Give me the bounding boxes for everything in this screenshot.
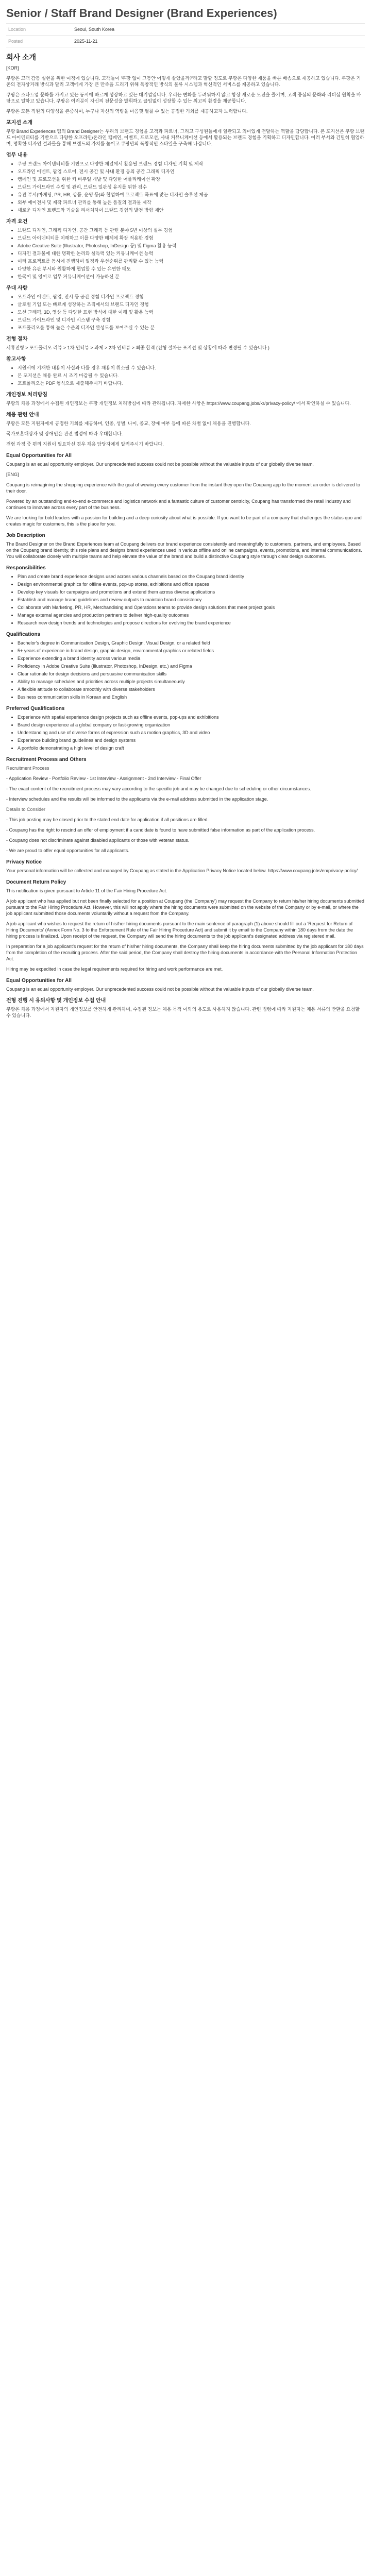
paragraph: 쿠팡은 고객 감동 실현을 위한 여정에 있습니다. 고객들이 '쿠팡 없이 그동안 어떻게 살았을까?'라고 말할 정도로 쿠팡은 다양한 제품을 빠른 배송으로 제공하고 있습니다. 쿠팡은 기존의 전자상거래 방식과 달리 고객에게 가장 큰 만족을 드리기 위해 독창적인 방식의 물류 시스템과 혁신적인 서비스를 제공하고 있습니다. — [6, 76, 361, 87]
subheading: 채용 관련 안내 — [6, 412, 39, 418]
bullet-list — [6, 714, 365, 751]
list-item: • 오프라인 이벤트, 팝업 스토어, 전시 공간 및 사내 환경 등의 공간 그래픽 디자인 — [18, 168, 365, 175]
job-meta-table — [6, 23, 365, 47]
subheading: Equal Opportunities for All — [6, 453, 72, 459]
paragraph: - We are proud to offer equal opportunities for all applicants. — [6, 848, 129, 853]
list-item: • 캠페인 및 프로모션을 위한 키 비주얼 개발 및 다양한 어플리케이션 확장 — [18, 176, 365, 182]
bullet-list — [6, 161, 365, 213]
subheading: 참고사항 — [6, 357, 26, 362]
bullet-list — [6, 227, 365, 280]
paragraph: 쿠팡은 모든 지원자에게 공정한 기회를 제공하며, 인종, 성별, 나이, 종교, 장애 여부 등에 따른 차별 없이 채용을 진행합니다. — [6, 421, 251, 426]
paragraph: 쿠팡은 모든 직원의 다양성을 존중하며, 누구나 자신의 역량을 마음껏 펼칠 수 있는 공정한 기회를 제공하고자 노력합니다. — [6, 109, 248, 114]
paragraph: Hiring may be expedited in case the legal requirements required for hiring and work performance are met. — [6, 967, 223, 972]
subheading: Privacy Notice — [6, 859, 42, 865]
paragraph: Powered by an outstanding end-to-end e-commerce and logistics network and a fantastic culture of customer centricity, Coupang has transformed the retail industry and continues to innovate across every part of the business. — [6, 499, 351, 510]
meta-row — [6, 36, 365, 47]
list-item: • Bachelor's degree in Communication Design, Graphic Design, Visual Design, or a related field — [18, 640, 365, 646]
list-item: • Ability to manage schedules and priorities across multiple projects simultaneously — [18, 679, 365, 685]
list-item: • 한국어 및 영어로 업무 커뮤니케이션이 가능하신 분 — [18, 274, 365, 280]
list-item: • Understanding and use of diverse forms of expression such as motion graphics, 3D and video — [18, 730, 365, 736]
bullet-list — [6, 365, 365, 386]
list-item: • A portfolio demonstrating a high level of design craft — [18, 745, 365, 751]
paragraph: This notification is given pursuant to Article 11 of the Fair Hiring Procedure Act. — [6, 888, 167, 893]
paragraph: - Coupang does not discriminate against disabled applicants or those with veteran status. — [6, 838, 190, 843]
meta-label: Location — [6, 24, 72, 36]
job-description-body — [6, 65, 365, 1019]
subheading: 포지션 소개 — [6, 120, 33, 126]
list-item: • 여러 프로젝트를 동시에 진행하며 일정과 우선순위를 관리할 수 있는 능력 — [18, 258, 365, 264]
list-item: • 브랜드 아이덴티티를 이해하고 이를 다양한 매체에 확장 적용한 경험 — [18, 235, 365, 241]
subheading: Job Description — [6, 533, 45, 538]
paragraph: Coupang is reimagining the shopping experience with the goal of wowing every customer from the instant they open the Coupang app to the moment an order is delivered to their door. — [6, 482, 360, 494]
list-item: • 브랜드 디자인, 그래픽 디자인, 공간 그래픽 등 관련 분야 5년 이상의 실무 경험 — [18, 227, 365, 233]
list-item: • 포트폴리오는 PDF 형식으로 제출해주시기 바랍니다. — [18, 380, 365, 386]
list-item: • Adobe Creative Suite (Illustrator, Photoshop, InDesign 등) 및 Figma 활용 능력 — [18, 243, 365, 249]
meta-row — [6, 24, 365, 36]
subheading: Recruitment Process and Others — [6, 757, 87, 762]
section-heading: 회사 소개 — [6, 53, 36, 61]
subheading: 전형 진행 시 유의사항 및 개인정보 수집 안내 — [6, 998, 106, 1004]
bullet-list — [6, 294, 365, 331]
list-item: • 유관 부서(마케팅, PR, HR, 상품, 운영 등)와 협업하여 프로젝트 목표에 맞는 디자인 솔루션 제공 — [18, 192, 365, 198]
list-item: • Experience building brand guidelines and design systems — [18, 737, 365, 743]
list-item: • 디자인 결과물에 대한 명확한 논리와 설득력 있는 커뮤니케이션 능력 — [18, 250, 365, 257]
job-posting-page — [0, 6, 371, 1033]
paragraph: Your personal information will be collected and managed by Coupang as stated in the Application Privacy Notice located below. https://www.coupang.jobs/en/privacy-policy/ — [6, 868, 358, 873]
paragraph: 국가보훈대상자 및 장애인은 관련 법령에 따라 우대합니다. — [6, 431, 123, 436]
paragraph: 쿠팡은 스타트업 문화를 가지고 있는 동시에 빠르게 성장하고 있는 대기업입니다. 우리는 변화를 두려워하지 않고 항상 새로운 도전을 즐기며, 고객 중심의 문화와 리더십 원칙을 바탕으로 일하고 있습니다. 쿠팡은 여러분이 자신의 전문성을 발휘하고 끊임없이 성장할 수 있는 최고의 환경을 제공합니다. — [6, 92, 361, 104]
list-item: • Brand design experience at a global company or fast-growing organization — [18, 722, 365, 728]
list-item: • 오프라인 이벤트, 팝업, 전시 등 공간 경험 디자인 프로젝트 경험 — [18, 294, 365, 300]
language-tag: [ENG] — [6, 472, 19, 477]
list-item: • Plan and create brand experience designs used across various channels based on the Coupang brand identity — [18, 573, 365, 580]
subheading-minor: Details to Consider — [6, 807, 46, 812]
paragraph: - Coupang has the right to rescind an offer of employment if a candidate is found to have submitted false information as part of the application process. — [6, 827, 315, 833]
list-item: • Experience extending a brand identity across various media — [18, 655, 365, 662]
subheading: Preferred Qualifications — [6, 706, 65, 711]
paragraph: 쿠팡 Brand Experiences 팀의 Brand Designer는 우리의 브랜드 경험을 고객과 파트너, 그리고 구성원들에게 일관되고 의미있게 전달하는 역할을 담당합니다. 본 포지션은 쿠팡 브랜드 아이덴티티를 기반으로 다양한 오프라인/온라인 캠페인, 이벤트, 프로모션, 사내 커뮤니케이션 등에서 활용되는 브랜드 경험을 기획하고 디자인합니다. 여러 부서와 긴밀히 협업하며, 명확한 디자인 결과물을 통해 브랜드의 가치를 높이고 쿠팡만의 독창적인 스타일을 구축해 나갑니다. — [6, 129, 365, 146]
subheading: 개인정보 처리방침 — [6, 392, 48, 398]
paragraph: - Interview schedules and the results will be informed to the applicants via the e-mail address submitted in the application stage. — [6, 796, 268, 802]
list-item: • Design environmental graphics for offline events, pop-up stores, exhibitions and office spaces — [18, 581, 365, 587]
list-item: • 브랜드 가이드라인 및 디자인 시스템 구축 경험 — [18, 317, 365, 323]
list-item: • 글로벌 기업 또는 빠르게 성장하는 조직에서의 브랜드 디자인 경험 — [18, 301, 365, 308]
paragraph: - This job posting may be closed prior to the stated end date for application if all positions are filled. — [6, 817, 209, 822]
subheading: 자격 요건 — [6, 219, 28, 225]
subheading-minor: Recruitment Process — [6, 766, 49, 771]
list-item: • Research new design trends and technologies and propose directions for evolving the brand experience — [18, 620, 365, 626]
list-item: • 새로운 디자인 트렌드와 기술을 리서치하여 브랜드 경험의 발전 방향 제안 — [18, 207, 365, 213]
job-title: Senior / Staff Brand Designer (Brand Experiences) — [6, 7, 277, 20]
bullet-list — [6, 573, 365, 626]
list-item: • 본 포지션은 채용 완료 시 조기 마감될 수 있습니다. — [18, 372, 365, 379]
list-item: • A flexible attitude to collaborate smoothly with diverse stakeholders — [18, 686, 365, 692]
subheading: Document Return Policy — [6, 879, 66, 885]
list-item: • 브랜드 가이드라인 수립 및 관리, 브랜드 일관성 유지를 위한 검수 — [18, 184, 365, 190]
language-tag: [KOR] — [6, 65, 19, 71]
meta-label: Posted — [6, 36, 72, 47]
subheading: Responsibilities — [6, 565, 46, 571]
list-item: • 다양한 유관 부서와 원활하게 협업할 수 있는 유연한 태도 — [18, 266, 365, 272]
list-item: • 지원서에 기재한 내용이 사실과 다를 경우 채용이 취소될 수 있습니다. — [18, 365, 365, 371]
list-item: • Experience with spatial experience design projects such as offline events, pop-ups and exhibitions — [18, 714, 365, 720]
meta-value: 2025-11-21 — [72, 36, 365, 47]
list-item: • Proficiency in Adobe Creative Suite (Illustrator, Photoshop, InDesign, etc.) and Figma — [18, 663, 365, 669]
paragraph: A job applicant who has applied but not been finally selected for a position at Coupang (the 'Company') may request the Company to return his/her hiring documents submitted pursuant to the Fair Hiring Procedure Act. However, this will not apply where the hiring documents were submitted on the website of the Company or by e-mail, or where the job applicant submitted those documents voluntarily without a request from the Company. — [6, 899, 364, 916]
list-item: • Establish and manage brand guidelines and review outputs to maintain brand consistency — [18, 597, 365, 603]
paragraph: In preparation for a job applicant's request for the return of his/her hiring documents, the Company shall keep the hiring documents submitted by the job applicant for 180 days from the completion of the recruiting process. After the said period, the Company shall destroy the hiring documents in accordance with the Personal Information Protection Act. — [6, 944, 364, 961]
paragraph: 서류전형 > 포트폴리오 리뷰 > 1차 인터뷰 > 과제 > 2차 인터뷰 > 최종 합격 (전형 절차는 포지션 및 상황에 따라 변경될 수 있습니다.) — [6, 345, 269, 350]
paragraph: We are looking for bold leaders with a passion for building and a deep curiosity about what is possible. If you want to be part of a company that challenges the status quo and creates magic for customers, this is the place for you. — [6, 515, 362, 527]
subheading: 업무 내용 — [6, 152, 28, 158]
list-item: • 포트폴리오를 통해 높은 수준의 디자인 완성도를 보여주실 수 있는 분 — [18, 325, 365, 331]
list-item: • Business communication skills in Korean and English — [18, 694, 365, 700]
paragraph: 전형 과정 중 편의 지원이 필요하신 경우 채용 담당자에게 알려주시기 바랍니다. — [6, 442, 164, 447]
paragraph: Coupang is an equal opportunity employer. Our unprecedented success could not be possible without the valuable inputs of our globally diverse team. — [6, 987, 314, 992]
paragraph: The Brand Designer on the Brand Experiences team at Coupang delivers our brand experience consistently and meaningfully to customers, partners, and employees. Based on the Coupang brand identity, this role plans and designs brand experiences used in various offline and online campaigns, events, promotions, and internal communications. You will collaborate closely with multiple teams and help elevate the value of the brand and build a distinctive Coupang style through clear design outcomes. — [6, 541, 362, 559]
list-item: • 모션 그래픽, 3D, 영상 등 다양한 표현 방식에 대한 이해 및 활용 능력 — [18, 309, 365, 315]
paragraph: A job applicant who wishes to request the return of his/her hiring documents pursuant to the main sentence of paragraph (1) above should fill out a 'Request for Return of Hiring Documents' (Annex Form No. 3 to the Enforcement Rule of the Fair Hiring Procedure Act) and submit it by email to the Company within 180 days from the date the hiring process is finalized. Upon receipt of the request, the Company will send the hiring documents to the job applicant's designated address via registered mail. — [6, 921, 353, 939]
list-item: • 외부 에이전시 및 제작 파트너 관리를 통해 높은 품질의 결과물 제작 — [18, 199, 365, 206]
list-item: • Manage external agencies and production partners to deliver high-quality outcomes — [18, 612, 365, 618]
list-item: • 쿠팡 브랜드 아이덴티티를 기반으로 다양한 채널에서 활용될 브랜드 경험 디자인 기획 및 제작 — [18, 161, 365, 167]
meta-value: Seoul, South Korea — [72, 24, 365, 36]
list-item: • Develop key visuals for campaigns and promotions and extend them across diverse applications — [18, 589, 365, 595]
subheading: Equal Opportunities for All — [6, 978, 72, 984]
paragraph: Coupang is an equal opportunity employer. Our unprecedented success could not be possible without the valuable inputs of our globally diverse team. — [6, 462, 314, 467]
subheading: Qualifications — [6, 632, 41, 637]
bullet-list — [6, 640, 365, 700]
paragraph: 쿠팡의 채용 과정에서 수집된 개인정보는 쿠팡 개인정보 처리방침에 따라 관리됩니다. 자세한 사항은 https://www.coupang.jobs/kr/privacy-policy/ 에서 확인하실 수 있습니다. — [6, 401, 351, 406]
list-item: • Collaborate with Marketing, PR, HR, Merchandising and Operations teams to provide design solutions that meet project goals — [18, 604, 365, 611]
list-item: • Clear rationale for design decisions and persuasive communication skills — [18, 671, 365, 677]
paragraph: 쿠팡은 채용 과정에서 지원자의 개인정보를 안전하게 관리하며, 수집된 정보는 채용 목적 이외의 용도로 사용하지 않습니다. 관련 법령에 따라 지원자는 채용 서류의 반환을 요청할 수 있습니다. — [6, 1007, 360, 1018]
paragraph: - The exact content of the recruitment process may vary according to the specific job and may be changed due to scheduling or other circumstances. — [6, 786, 311, 791]
subheading: 전형 절차 — [6, 336, 28, 342]
subheading: 우대 사항 — [6, 285, 28, 291]
paragraph: - Application Review - Portfolio Review - 1st Interview - Assignment - 2nd Interview - Final Offer — [6, 776, 201, 781]
list-item: • 5+ years of experience in brand design, graphic design, environmental graphics or related fields — [18, 648, 365, 654]
